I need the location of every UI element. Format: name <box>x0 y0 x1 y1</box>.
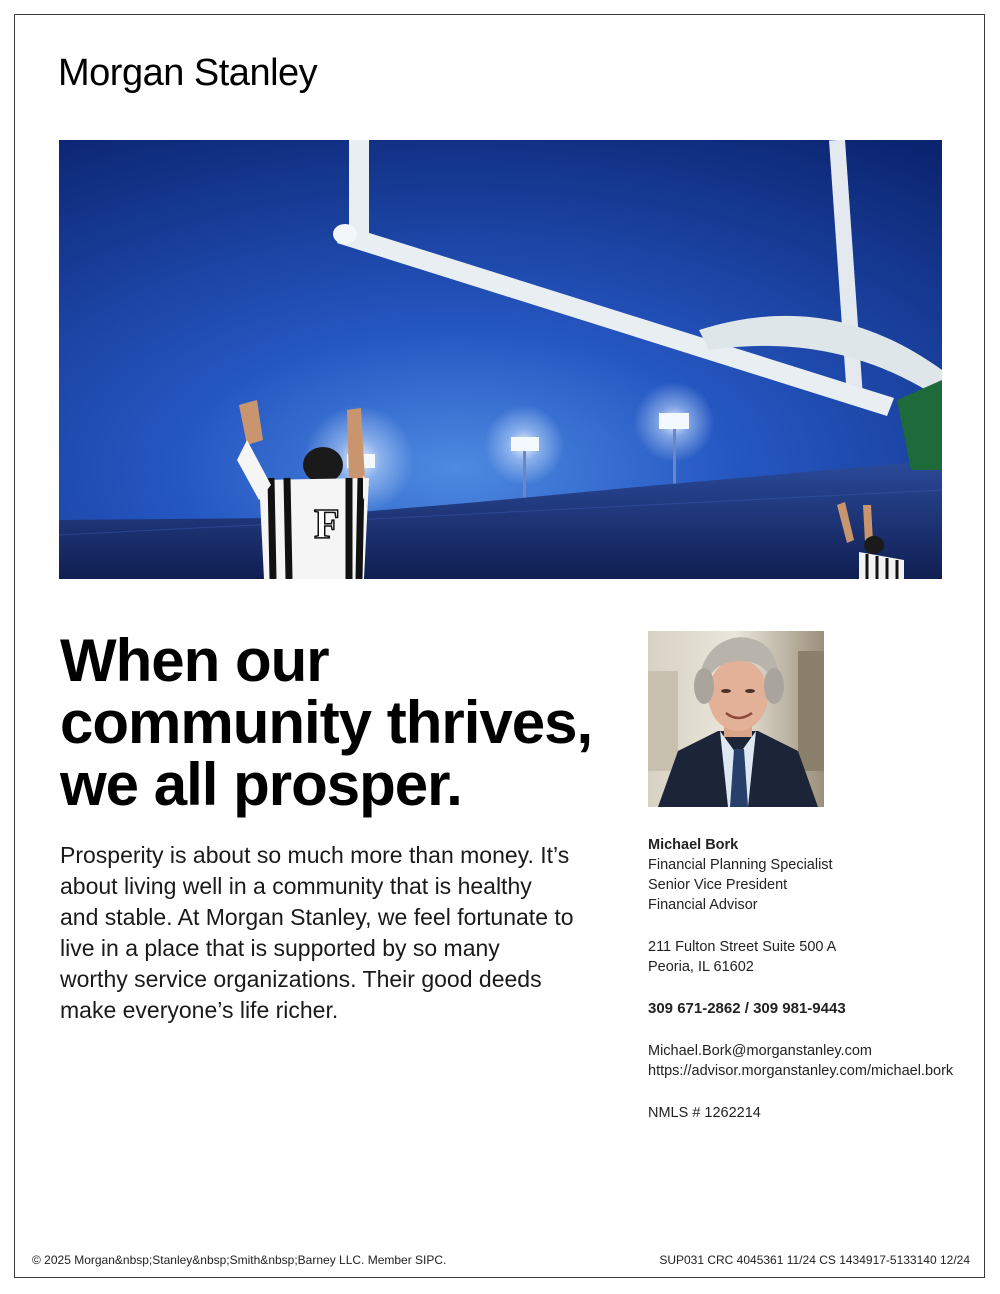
headline-line: When our <box>60 627 329 694</box>
advisor-name: Michael Bork <box>648 837 739 853</box>
advisor-nmls: NMLS # 1262214 <box>648 1105 761 1121</box>
referee-jersey-letter: F <box>314 502 340 548</box>
advisor-email-link[interactable]: Michael.Bork@morganstanley.com <box>648 1043 872 1059</box>
morgan-stanley-logo: Morgan Stanley <box>58 52 318 94</box>
hero-image <box>59 140 942 579</box>
advisor-website-link[interactable]: https://advisor.morganstanley.com/michael.bork <box>648 1063 954 1079</box>
advisor-contact-block <box>648 835 988 1123</box>
body-line: make everyone’s life richer. <box>60 997 339 1023</box>
body-paragraph <box>60 840 620 1026</box>
body-line: worthy service organizations. Their good deeds <box>60 966 542 992</box>
advisor-title: Financial Advisor <box>648 897 758 913</box>
headline <box>60 627 630 818</box>
body-line: Prosperity is about so much more than money. It’s <box>60 842 570 868</box>
body-line: live in a place that is supported by so many <box>60 935 500 961</box>
advisor-phone-numbers[interactable]: 309 671-2862 / 309 981-9443 <box>648 1000 846 1017</box>
footer-copyright: © 2025 Morgan&nbsp;Stanley&nbsp;Smith&nbsp;Barney LLC. Member SIPC. <box>32 1253 447 1267</box>
advisor-title: Financial Planning Specialist <box>648 857 833 873</box>
body-line: and stable. At Morgan Stanley, we feel fortunate to <box>60 904 574 930</box>
headline-line: community thrives, <box>60 689 593 756</box>
advisor-address-line: Peoria, IL 61602 <box>648 959 754 975</box>
footer-codes: SUP031 CRC 4045361 11/24 CS 1434917-5133140 12/24 <box>659 1253 970 1267</box>
headline-line: we all prosper. <box>60 751 462 818</box>
advisor-address-line: 211 Fulton Street Suite 500 A <box>648 939 837 955</box>
advisor-title: Senior Vice President <box>648 877 788 893</box>
body-line: about living well in a community that is healthy <box>60 873 532 899</box>
advisor-photo <box>648 631 824 807</box>
